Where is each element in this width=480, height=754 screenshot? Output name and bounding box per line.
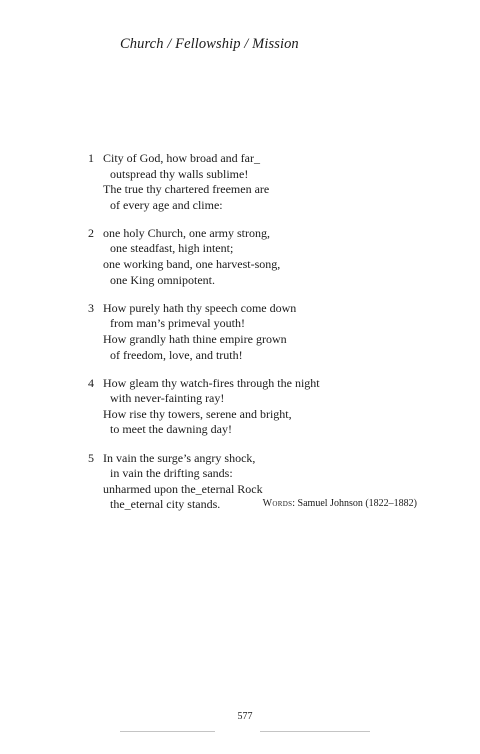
verse-number: 5 xyxy=(88,450,94,465)
verse-line: one holy Church, one army strong, xyxy=(103,225,270,240)
verse-number: 3 xyxy=(88,300,94,315)
verse-line: with never-fainting ray! xyxy=(110,391,225,406)
verse xyxy=(88,226,388,288)
verse-number: 1 xyxy=(88,151,94,165)
credit-label: Words xyxy=(262,498,293,509)
verse-number: 2 xyxy=(88,225,94,240)
verse-line: of freedom, love, and truth! xyxy=(110,347,243,362)
verse-line: one working band, one harvest-song, xyxy=(103,257,281,272)
verse-line: of every age and clime: xyxy=(110,197,223,212)
credit-author: : Samuel Johnson (1822–1882) xyxy=(292,498,417,509)
verse-line: How rise thy towers, serene and bright, xyxy=(103,406,292,421)
verse-line: outspread thy walls sublime! xyxy=(110,166,249,181)
verse-line: the_eternal city stands. xyxy=(110,497,221,512)
verse-line: In vain the surge’s angry shock, xyxy=(103,450,256,465)
verse xyxy=(88,301,388,363)
verse-line: one steadfast, high intent; xyxy=(110,241,234,256)
hymn-text xyxy=(88,151,388,525)
verse-line: How grandly hath thine empire grown xyxy=(103,331,287,346)
verse-line: The true thy chartered freemen are xyxy=(103,182,270,197)
verse-line: to meet the dawning day! xyxy=(110,422,232,437)
verse-number: 4 xyxy=(88,375,94,390)
verse-line: How gleam thy watch-fires through the night xyxy=(103,375,320,390)
footer-rule-left xyxy=(120,731,215,732)
verse-line: City of God, how broad and far_ xyxy=(103,151,260,165)
page-number: 577 xyxy=(237,711,253,722)
verse-line: How purely hath thy speech come down xyxy=(103,300,297,315)
verse-line: from man’s primeval youth! xyxy=(110,316,245,331)
verse xyxy=(88,151,388,213)
verse-line: one King omnipotent. xyxy=(110,272,215,287)
verse-line: unharmed upon the_eternal Rock xyxy=(103,481,263,496)
section-title: Church / Fellowship / Mission xyxy=(120,36,299,52)
words-credit xyxy=(263,498,417,509)
footer-rule-right xyxy=(260,731,370,732)
verse-line: in vain the drifting sands: xyxy=(110,466,233,481)
verse xyxy=(88,376,388,438)
